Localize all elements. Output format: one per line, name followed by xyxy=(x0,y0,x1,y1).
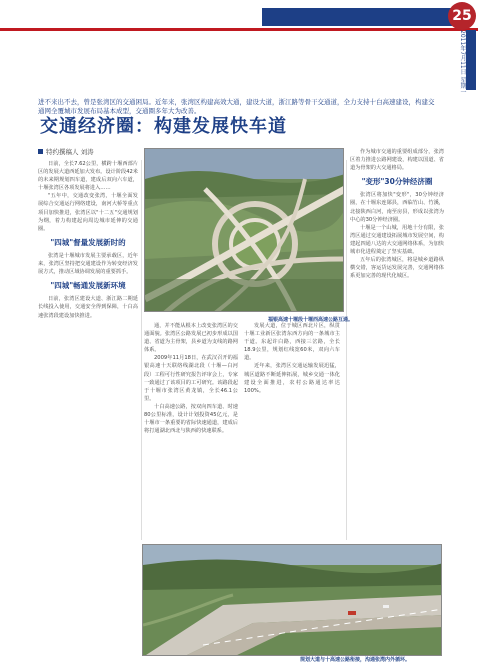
column-divider xyxy=(346,160,347,540)
paragraph: 日前，全长7.62公里，横跨十堰西部片区的发展大道西延加大发布。设计阶段42米的未来期规划四车道，建成后双向六车道，十堰张湾区各项发展将进入…… xyxy=(38,161,138,192)
paragraph: 2009年11月18日，在武汉召开的福银高速十天联络线湖北段（十堰—白河段）工程可行性研究报告评审会上，专家一致通过了该项目的工可研究。该路段起于十堰市张湾区黄龙镇，全长46.1公里。 xyxy=(144,355,238,402)
subheading: "四城"畅通发展新环境 xyxy=(50,281,126,291)
subheading: "四城"督量发展新时的 xyxy=(50,237,126,247)
paragraph: "五年中，交通改变张湾，十堰全面发展综合交通运行网络建设，南河大桥等重点项目加快推进，张湾区以"十二五"交通规划为纲，着力构建起向周边城市延伸的交通圈。 xyxy=(38,193,138,232)
paragraph: 作为城市交通的重要组成部分，张湾区着力推进公路网建设，构建以国道、省道为骨架的大交通格局。 xyxy=(350,149,444,172)
article-headline: 交通经济圈：构建发展快车道 xyxy=(40,116,287,137)
header-meta: 2011年7月11日 星期一 xyxy=(459,30,466,95)
column-4 xyxy=(350,148,444,540)
photo-caption-top: 福银高速十堰段十堰西高速公路互通。 xyxy=(268,317,354,323)
subheading: "变形"30分钟经济圈 xyxy=(361,177,433,187)
page-number-badge: 25 xyxy=(448,2,476,30)
paragraph: 张湾区将加快"变形"，30分钟经济圈，在十堰东连郧县，西临竹山、竹溪，北接陕西白河，南至房县，形成以张湾为中心的30分钟经济圈。 xyxy=(350,192,444,223)
paragraph: 张湾是十堰城市发展主要承载区，近年来，张湾区坚持把交通建设作为转变经济发展方式，推动区域协调发展的重要抓手。 xyxy=(38,252,138,276)
paragraph: 近年来，张湾区交通运输发展迅猛，城区道路不断延伸拓展，城乡交通一体化建设全面推进，农村公路通达率达100%。 xyxy=(244,363,340,394)
side-strip xyxy=(466,30,476,90)
paragraph: 日前，张湾区建设大道、浙江路二期延长线投入使用，交通安全得到保障，十白高速张湾段建设加快推进。 xyxy=(38,296,138,319)
interchange-photo xyxy=(144,148,344,312)
photo-caption-bottom: 规划大道与十高速公路衔接，沟通张湾内外循环。 xyxy=(300,657,411,663)
paragraph: 五年后的张湾城区，将是城乡道路纵横交错，客运货运发展完善，交通网络体系更加完善的现代化城区。 xyxy=(350,257,444,280)
column-3 xyxy=(244,322,340,540)
paragraph: 发展大道，位于城区西北片区，纵贯十堰工业新区张湾东西方向的一条城市主干道。东起许白路，西接三岔路，全长18.9公里，规划红线宽60米，双向六车道。 xyxy=(244,323,340,362)
header-rule xyxy=(0,28,478,31)
highway-photo xyxy=(142,544,442,656)
page-header xyxy=(0,0,478,36)
column-divider xyxy=(141,160,142,540)
column-2 xyxy=(144,322,238,540)
byline xyxy=(38,147,94,156)
byline-square-icon xyxy=(38,149,43,154)
byline-text: 特约撰稿人 刘涛 xyxy=(46,148,94,156)
paragraph: 十白高速公路，按双向四车道、时速80公里标准，设计计划投资45亿元，是十堰市一条重要的省际快速通道，建成后将打通湖北西北与陕西的快速联系。 xyxy=(144,403,238,435)
interchange-photo-art xyxy=(145,149,344,312)
highway-photo-art xyxy=(143,545,442,656)
header-bar xyxy=(262,8,462,26)
paragraph: 十堰是一个山城，用地十分有限，张湾区通过交通建设拓展城市发展空间，构建起四通八达的大交通网络体系，为加快城市化进程奠定了坚实基础。 xyxy=(350,224,444,256)
lead-paragraph: 进不来出不去，曾是张湾区的交通困局。近年来，张湾区构建高效大通，建设大道，浙江路等骨干交通道，全力支持十白高速建设，构建交通网全覆城市发展布局基本成型，交通圈多年大为改善。 xyxy=(38,98,435,115)
column-1 xyxy=(38,160,138,660)
paragraph: 通，并不能从根本上改变张湾区的交通面貌。张湾区公路发展已初步形成以国道、省道为主骨架，县乡道为支线的路网体系。 xyxy=(144,323,238,354)
